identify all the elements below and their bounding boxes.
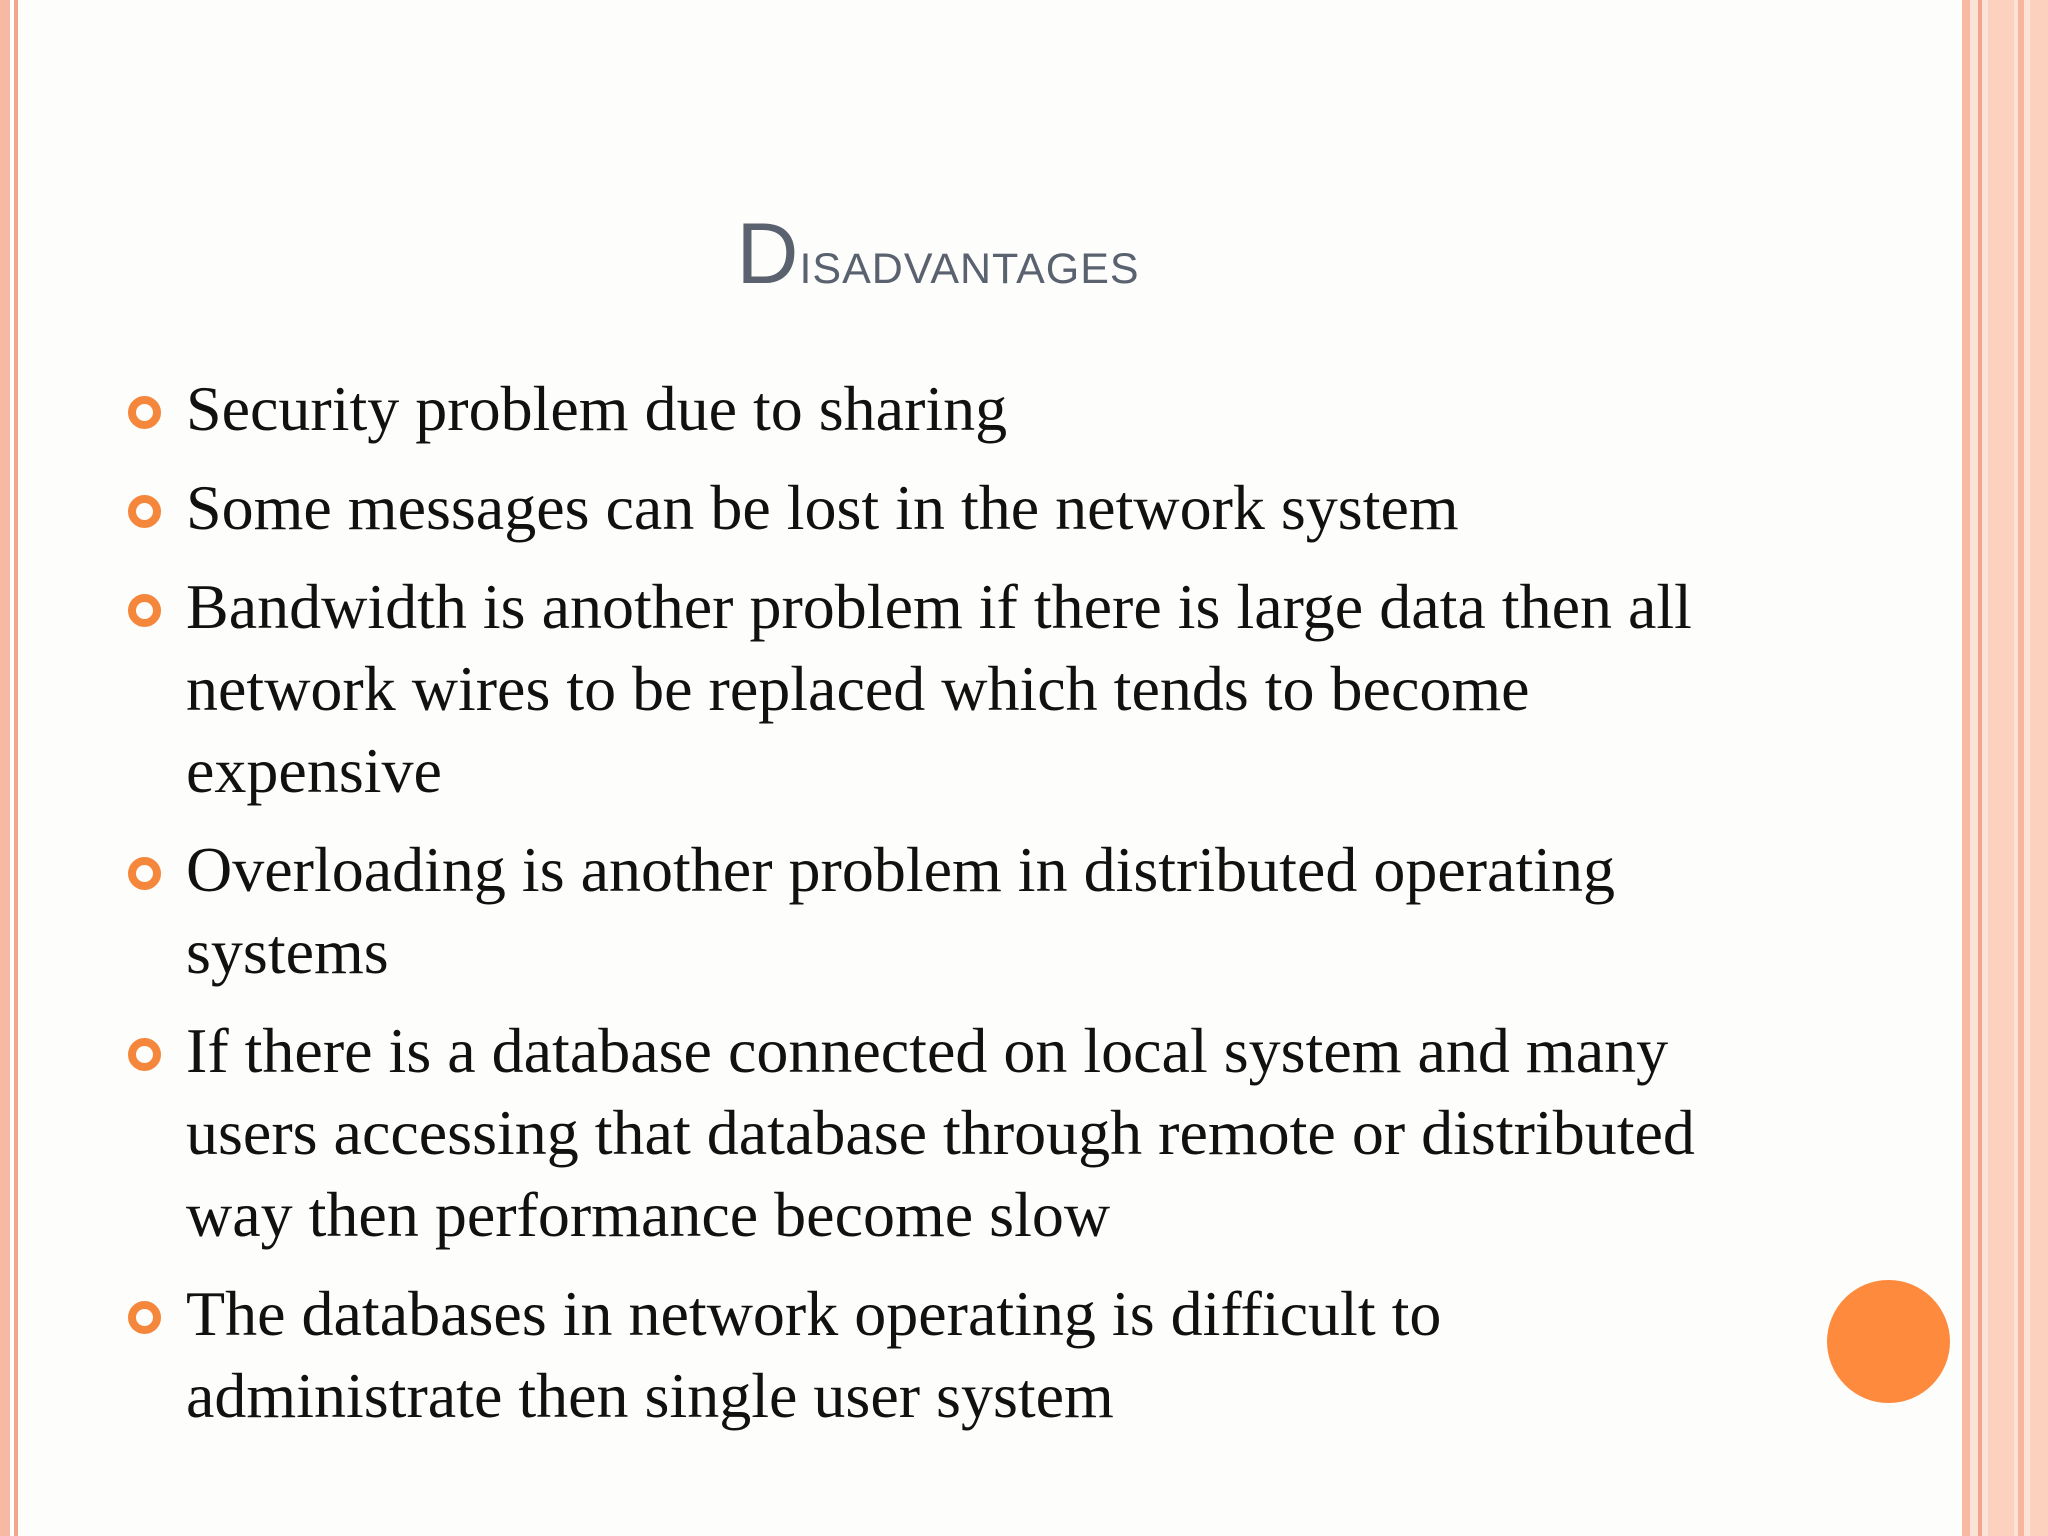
bullet-list [126, 368, 1746, 1454]
right-border-band [1988, 0, 2014, 1536]
bullet-text: Overloading is another problem in distributed operating systems [186, 834, 1615, 987]
slide-title [0, 205, 1876, 304]
bullet-text: Some messages can be lost in the network system [186, 472, 1459, 543]
bullet-circle-icon [128, 1301, 161, 1334]
bullet-item [126, 1010, 1746, 1256]
bullet-text: If there is a database connected on local system and many users accessing that database through remote or distributed way then performance become slow [186, 1015, 1695, 1250]
bullet-text: The databases in network operating is difficult to administrate then single user system [186, 1278, 1442, 1431]
bullet-item [126, 467, 1746, 549]
bullet-circle-icon [128, 857, 161, 890]
bullet-text: Bandwidth is another problem if there is large data then all network wires to be replaced which tends to become expensive [186, 571, 1692, 806]
bullet-item [126, 566, 1746, 812]
right-border-line [1978, 0, 1982, 1536]
bullet-item [126, 829, 1746, 993]
bullet-circle-icon [128, 1038, 161, 1071]
slide-title-rest: isadvantages [799, 228, 1140, 297]
slide-title-initial: D [736, 206, 800, 302]
right-border-band [2030, 0, 2048, 1536]
decorative-orange-circle [1827, 1280, 1950, 1403]
bullet-circle-icon [128, 396, 161, 429]
bullet-circle-icon [128, 495, 161, 528]
bullet-circle-icon [128, 594, 161, 627]
bullet-item [126, 1273, 1746, 1437]
bullet-text: Security problem due to sharing [186, 373, 1008, 444]
right-border-stripe [1962, 0, 1970, 1536]
bullet-item [126, 368, 1746, 450]
right-border-line [2018, 0, 2024, 1536]
